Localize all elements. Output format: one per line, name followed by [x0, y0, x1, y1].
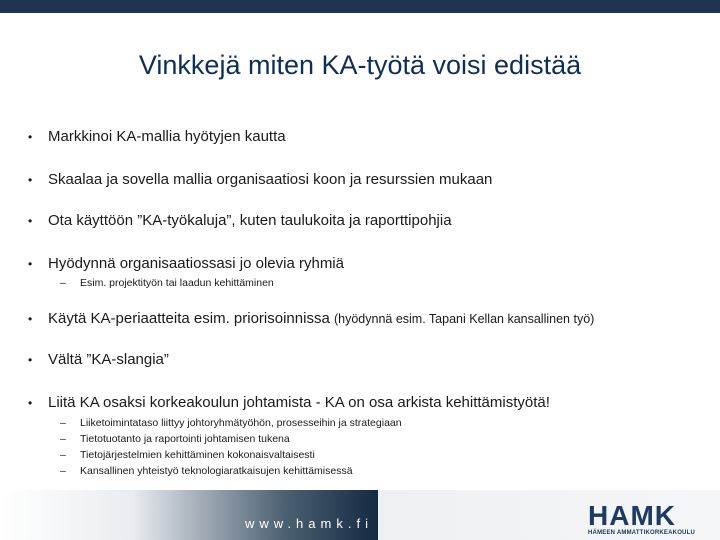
bullet-dot: • [28, 396, 33, 410]
sub-bullet-dash: – [60, 465, 66, 477]
bullet-text: Vältä ”KA-slangia” [48, 351, 169, 368]
bullet-main-text: Käytä KA-periaatteita esim. priorisoinnissa [48, 310, 330, 327]
hamk-logo [588, 502, 703, 538]
footer-logo-area [378, 490, 720, 540]
bullet-note: (hyödynnä esim. Tapani Kellan kansallinen työ) [333, 312, 595, 326]
sub-bullet-text: Tietotuotanto ja raportointi johtamisen tukena [80, 433, 290, 445]
logo-wordmark: HAMK [588, 500, 676, 531]
sub-bullet-text: Esim. projektityön tai laadun kehittäminen [80, 277, 274, 289]
bullet-text: Skaalaa ja sovella mallia organisaatiosi koon ja resurssien mukaan [48, 171, 493, 188]
slide-title: Vinkkejä miten KA-työtä voisi edistää [138, 50, 582, 80]
logo-subtitle: HÄMEEN AMMATTIKORKEAKOULU [588, 530, 695, 536]
sub-bullet-dash: – [60, 449, 66, 461]
bullet-text: Ota käyttöön ”KA-työkaluja”, kuten taulukoita ja raporttipohjia [48, 212, 452, 229]
bullet-text: Markkinoi KA-mallia hyötyjen kautta [48, 128, 286, 145]
bullet-dot: • [28, 130, 33, 144]
bullet-text: Liitä KA osaksi korkeakoulun johtamista - KA on osa arkista kehittämistyötä! [48, 394, 550, 411]
bullet-dot: • [28, 214, 33, 228]
bullet-text [48, 310, 594, 328]
sub-bullet-dash: – [60, 277, 66, 289]
bullet-text: Hyödynnä organisaatiossasi jo olevia ryhmiä [48, 255, 344, 272]
footer [0, 490, 720, 540]
sub-bullet-text: Tietojärjestelmien kehittäminen kokonaisvaltaisesti [80, 449, 315, 461]
footer-gradient-band [0, 490, 378, 540]
bullet-dot: • [28, 257, 33, 271]
footer-url: www.hamk.fi [245, 516, 373, 531]
bullet-dot: • [28, 312, 33, 326]
sub-bullet-text: Kansallinen yhteistyö teknologiaratkaisujen kehittämisessä [80, 465, 353, 477]
sub-bullet-dash: – [60, 433, 66, 445]
bullet-dot: • [28, 173, 33, 187]
bullet-dot: • [28, 353, 33, 367]
sub-bullet-dash: – [60, 417, 66, 429]
sub-bullet-text: Liiketoimintataso liittyy johtoryhmätyöhön, prosesseihin ja strategiaan [80, 417, 402, 429]
